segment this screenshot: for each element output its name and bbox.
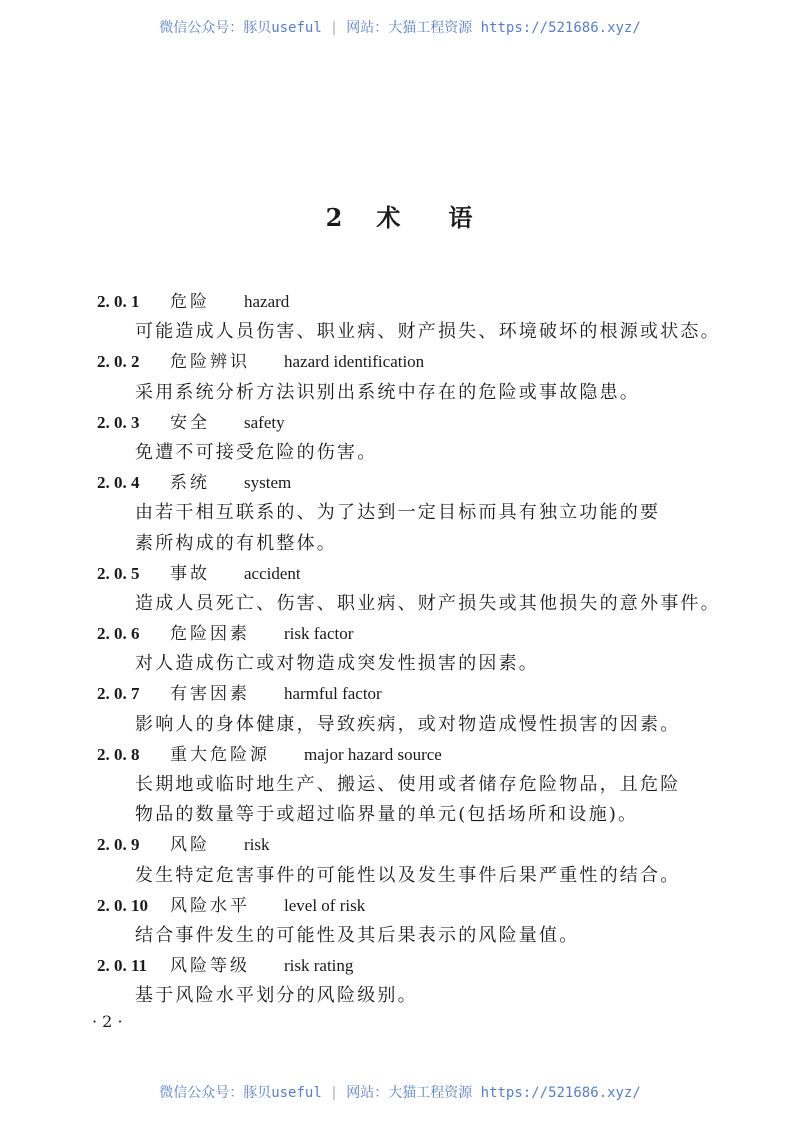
term-definition: 免遭不可接受危险的伤害。 (135, 441, 378, 463)
term-number: 2. 0. 6 (97, 624, 140, 644)
term-definition: 影响人的身体健康，导致疾病，或对物造成慢性损害的因素。 (135, 713, 681, 735)
term-chinese: 系统 (170, 473, 210, 494)
term-chinese: 危险 (170, 292, 210, 312)
term-header (97, 287, 697, 317)
watermark-bottom (0, 1082, 800, 1102)
term-number: 2. 0. 10 (97, 895, 148, 915)
term-number: 2. 0. 3 (97, 412, 140, 432)
term-definition: 可能造成人员伤害、职业病、财产损失、环境破坏的根源或状态。 (135, 321, 721, 343)
term-definition: 基于风险水平划分的风险级别。 (135, 985, 418, 1007)
term-entry (97, 830, 697, 890)
term-entry (97, 891, 697, 951)
term-header (97, 559, 697, 589)
term-chinese: 安全 (170, 412, 210, 433)
term-header (97, 347, 697, 377)
watermark-separator: | (329, 1085, 339, 1101)
section-heading (0, 198, 800, 233)
watermark-separator: | (329, 20, 339, 36)
term-header (97, 830, 697, 860)
watermark-site: 网站：大猫工程资源 https://521686.xyz/ (346, 1085, 641, 1101)
term-header (97, 740, 697, 770)
term-header (97, 891, 697, 921)
term-entry (97, 408, 697, 468)
term-header (97, 408, 697, 438)
term-chinese: 重大危险源 (170, 744, 270, 765)
term-chinese: 危险辨识 (170, 352, 250, 373)
term-number: 2. 0. 11 (97, 956, 148, 976)
term-header (97, 951, 697, 981)
term-english: level of risk (284, 895, 366, 915)
term-chinese: 事故 (170, 563, 210, 584)
heading-word: 术 (376, 203, 403, 232)
term-definition: 由若干相互联系的、为了达到一定目标而具有独立功能的要 (135, 502, 661, 524)
watermark-site: 网站：大猫工程资源 https://521686.xyz/ (346, 20, 641, 36)
term-definition: 物品的数量等于或超过临界量的单元(包括场所和设施)。 (135, 804, 639, 826)
term-definition: 发生特定危害事件的可能性以及发生事件后果严重性的结合。 (135, 864, 681, 886)
term-header (97, 619, 697, 649)
term-number: 2. 0. 1 (97, 292, 140, 311)
term-english: hazard identification (284, 352, 425, 372)
term-number: 2. 0. 2 (97, 352, 140, 372)
term-number: 2. 0. 4 (97, 473, 140, 493)
term-english: hazard (244, 292, 290, 311)
term-number: 2. 0. 9 (97, 835, 140, 855)
page-number: · 2 · (92, 1012, 123, 1031)
term-entry (97, 559, 721, 619)
term-definition: 长期地或临时地生产、搬运、使用或者储存危险物品，且危险 (135, 774, 681, 795)
term-entry (97, 951, 697, 1011)
term-number: 2. 0. 7 (97, 684, 140, 704)
watermark-top (0, 17, 800, 37)
term-definition: 采用系统分析方法识别出系统中存在的危险或事故隐患。 (135, 381, 640, 403)
term-english: harmful factor (284, 684, 382, 704)
term-entry (97, 468, 697, 559)
term-english: risk (244, 835, 270, 855)
term-entry (97, 740, 697, 831)
term-english: major hazard source (304, 744, 442, 764)
term-chinese: 有害因素 (170, 684, 250, 705)
watermark-wechat: 微信公众号：豚贝useful (159, 20, 322, 36)
term-chinese: 风险等级 (170, 956, 250, 977)
term-definition: 结合事件发生的可能性及其后果表示的风险量值。 (135, 924, 580, 946)
term-chinese: 风险水平 (170, 895, 250, 916)
term-header (97, 468, 697, 498)
terms-list (97, 287, 721, 1012)
term-english: safety (244, 412, 285, 432)
term-english: risk rating (284, 956, 354, 976)
term-number: 2. 0. 8 (97, 744, 140, 764)
term-header (97, 679, 697, 709)
term-english: accident (244, 563, 301, 583)
term-english: risk factor (284, 624, 354, 644)
term-entry (97, 619, 697, 679)
term-entry (97, 287, 721, 347)
heading-number: 2 (325, 203, 345, 232)
term-definition: 对人造成伤亡或对物造成突发性损害的因素。 (135, 653, 539, 675)
term-definition: 素所构成的有机整体。 (135, 532, 337, 554)
term-entry (97, 679, 697, 739)
term-number: 2. 0. 5 (97, 563, 140, 583)
heading-word: 语 (448, 203, 475, 232)
term-chinese: 危险因素 (170, 624, 250, 645)
term-entry (97, 347, 697, 407)
term-chinese: 风险 (170, 835, 210, 856)
term-english: system (244, 473, 292, 493)
term-definition: 造成人员死亡、伤害、职业病、财产损失或其他损失的意外事件。 (135, 592, 721, 614)
watermark-wechat: 微信公众号：豚贝useful (159, 1085, 322, 1101)
